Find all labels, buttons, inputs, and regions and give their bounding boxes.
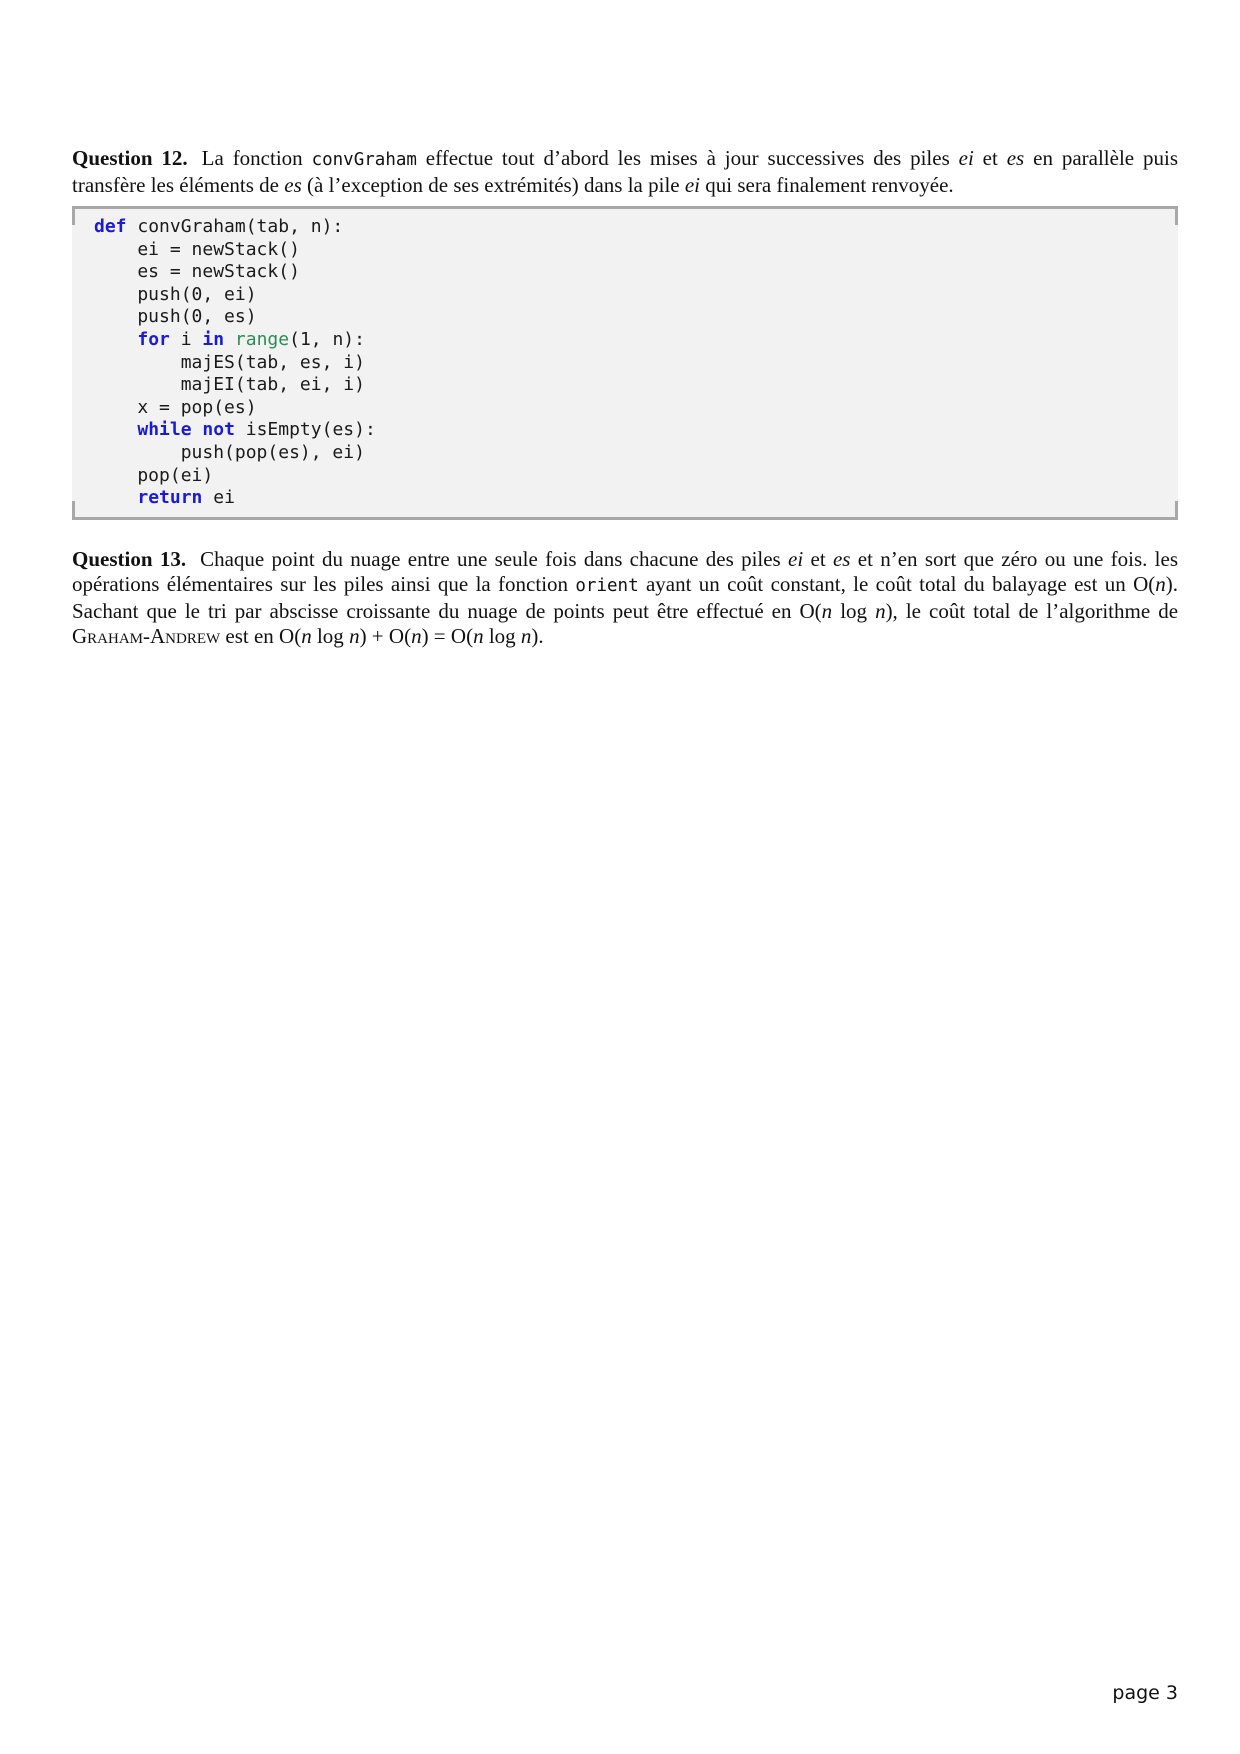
var-ei: ei [958, 146, 974, 170]
code-text [192, 419, 203, 440]
keyword: while [137, 419, 192, 441]
inline-code-convgraham: convGraham [311, 150, 417, 170]
question-12-label: Question 12. [72, 146, 188, 170]
keyword: in [202, 328, 225, 350]
var-n: n [875, 599, 886, 623]
inline-code-orient: orient [575, 576, 639, 596]
text: et [973, 146, 1007, 170]
text: et n’en sort que zéro ou une fois. les opérations élémentaires sur les piles ainsi que la fonction [72, 547, 1179, 596]
text: ) + O( [359, 624, 412, 648]
var-es: es [832, 547, 851, 571]
builtin: range [234, 328, 290, 350]
document-body [72, 146, 1178, 649]
text: Chaque point du nuage entre une seule fois dans chacune des piles [200, 547, 789, 571]
text: La fonction [201, 146, 312, 170]
code-text: isEmpty(es): [234, 419, 376, 441]
code-text: i [169, 328, 203, 350]
text: (à l’exception de ses extrémités) dans la pile [301, 173, 685, 197]
code-line: ei = newStack() [94, 238, 300, 260]
code-text [224, 329, 235, 350]
var-ei: ei [684, 173, 701, 197]
text: effectue tout d’abord les mises à jour successives des piles [416, 146, 959, 170]
var-es: es [284, 173, 302, 197]
code-line: push(0, ei) [94, 283, 257, 305]
code-line: push(pop(es), ei) [94, 441, 365, 463]
code-indent [94, 419, 137, 440]
question-12-paragraph [72, 146, 1178, 198]
text: qui sera finalement renvoyée. [700, 173, 954, 197]
text: ), le coût total de l’algorithme de [885, 599, 1179, 623]
text: log [311, 624, 350, 648]
var-n: n [520, 624, 532, 648]
var-n: n [821, 599, 833, 623]
code-text: convGraham(tab, n): [126, 216, 344, 237]
var-es: es [1006, 146, 1025, 170]
code-indent [94, 329, 137, 350]
text: ayant un coût constant, le coût total du balayage est un O( [638, 572, 1156, 596]
page-number: page 3 [1112, 1682, 1178, 1704]
frame-corner [72, 501, 75, 517]
var-n: n [1155, 572, 1166, 596]
code-line: push(0, es) [94, 306, 257, 328]
var-n: n [301, 624, 312, 648]
code-line: es = newStack() [94, 261, 300, 283]
text: et [803, 547, 833, 571]
text: log [483, 624, 521, 648]
algorithm-name: Graham-Andrew [72, 624, 221, 648]
var-n: n [411, 624, 422, 648]
code-line: x = pop(es) [94, 396, 257, 418]
text: ). [531, 624, 544, 648]
text: log [832, 599, 876, 623]
text: ) = O( [421, 624, 474, 648]
text: est en O( [220, 624, 302, 648]
keyword: return [137, 487, 203, 509]
code-line: majEI(tab, ei, i) [94, 374, 365, 396]
frame-corner [1175, 501, 1178, 517]
code-line: pop(ei) [94, 464, 214, 486]
code-block [94, 216, 376, 510]
question-13-paragraph [72, 547, 1178, 649]
keyword: for [137, 328, 170, 350]
question-13-label: Question 13. [72, 547, 187, 571]
text: en parallèle puis transfère les éléments de [72, 146, 1178, 197]
code-indent [94, 487, 137, 508]
var-n: n [349, 624, 360, 648]
var-n: n [473, 624, 484, 648]
keyword: not [202, 419, 235, 441]
code-text: ei [202, 487, 235, 509]
code-listing [72, 206, 1178, 520]
text: ). Sachant que le tri par abscisse croissante du nuage de points peut être effectué en O( [72, 572, 1178, 623]
var-ei: ei [788, 547, 804, 571]
code-line: majES(tab, es, i) [94, 351, 365, 373]
code-text: (1, n): [289, 328, 365, 350]
keyword: def [94, 216, 127, 237]
